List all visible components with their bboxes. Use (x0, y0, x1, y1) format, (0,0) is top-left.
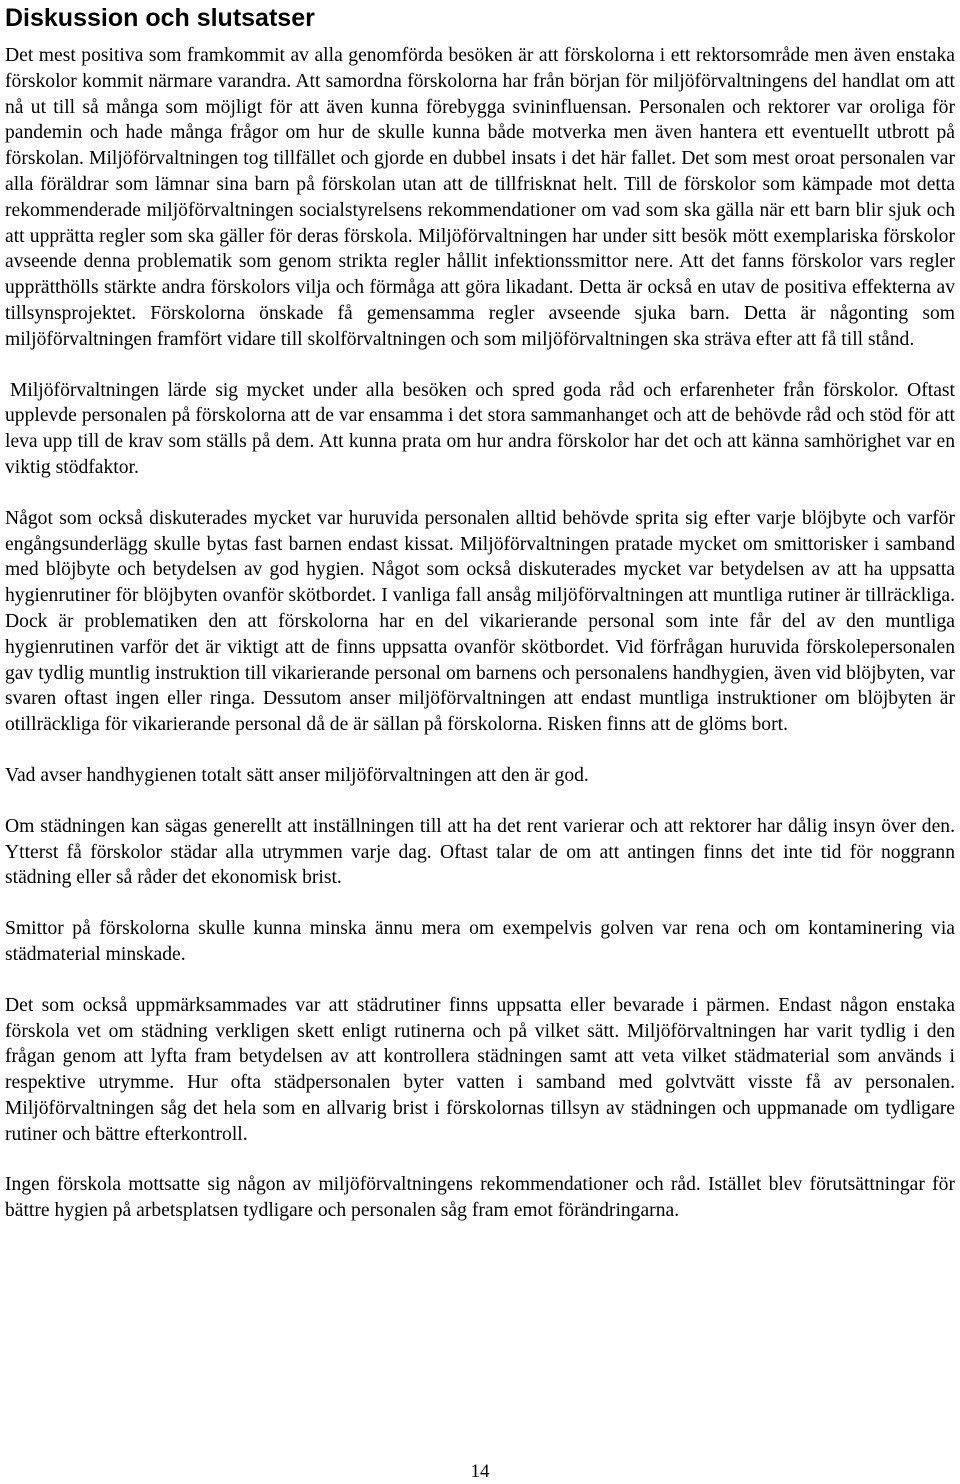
paragraph: Miljöförvaltningen lärde sig mycket under alla besöken och spred goda råd och erfarenheter från förskolor. Oftast upplevde personalen på förskolorna att de var ensamma i det stora sammanhanget och att de behövde råd och stöd för att leva upp till de krav som ställs på dem. Att kunna prata om hur andra förskolor har det och att känna samhörighet var en viktig stödfaktor. (5, 379, 955, 478)
paragraph: Ingen förskola mottsatte sig någon av miljöförvaltningens rekommendationer och råd. Istället blev förutsättningar för bättre hygien på arbetsplatsen tydligare och personalen såg fram emot förändringarna. (5, 1174, 955, 1222)
paragraph: Något som också diskuterades mycket var huruvida personalen alltid behövde sprita sig efter varje blöjbyte och varför engångsunderlägg skulle bytas fast barnen endast kissat. Miljöförvaltningen pratade mycket om smittorisker i samband med blöjbyte och betydelsen av god hygien. Något som också diskuterades mycket var betydelsen av att ha uppsatta hygienrutiner för blöjbyten ovanför skötbordet. I vanliga fall ansåg miljöförvaltningen att muntliga rutiner är tillräckliga. Dock är problematiken den att förskolorna har en del vikarierande personal som inte får del av den muntliga hygienrutinen varför det är viktigt att de finns uppsatta ovanför skötbordet. Vid förfrågan huruvida förskolepersonalen gav tydlig muntlig instruktion till vikarierande personal om barnens och personalens handhygien, även vid blöjbyten, var svaren oftast ingen eller ringa. Dessutom anser miljöförvaltningen att endast muntliga instruktioner om blöjbyten är otillräckliga för vikarierande personal då de är sällan på förskolorna. Risken finns att de glöms bort. (5, 507, 955, 736)
paragraph: Det som också uppmärksammades var att städrutiner finns uppsatta eller bevarade i pärmen. Endast någon enstaka förskola vet om städning verkligen skett enligt rutinerna och på vilket sätt. Miljöförvaltningen har varit tydlig i den frågan genom att lyfta fram betydelsen av att kontrollera städningen samt att veta vilket städmaterial som används i respektive utrymme. Hur ofta städpersonalen byter vatten i samband med golvtvätt visste få av personalen. Miljöförvaltningen såg det hela som en allvarig brist i förskolornas tillsyn av städningen och uppmanade om tydligare rutiner och bättre efterkontroll. (5, 994, 955, 1145)
document-body (5, 43, 955, 1224)
section-heading: Diskussion och slutsatser (5, 4, 315, 32)
document-page (5, 0, 955, 1224)
paragraph: Smittor på förskolorna skulle kunna minska ännu mera om exempelvis golven var rena och om kontaminering via städmaterial minskade. (5, 918, 955, 965)
paragraph: Om städningen kan sägas generellt att inställningen till att ha det rent varierar och att rektorer har dålig insyn över den. Ytterst få förskolor städar alla utrymmen varje dag. Oftast talar de om att antingen finns det inte tid för noggrann städning eller så råder det ekonomisk brist. (5, 815, 955, 889)
paragraph: Det mest positiva som framkommit av alla genomförda besöken är att förskolorna i ett rektorsområde men även enstaka förskolor kommit närmare varandra. Att samordna förskolorna har från början för miljöförvaltningens del handlat om att nå ut till så många som möjligt för att även kunna förebygga svininfluensan. Personalen och rektorer var oroliga för pandemin och hade många frågor om hur de skulle kunna både motverka men även hantera ett eventuellt utbrott på förskolan. Miljöförvaltningen tog tillfället och gjorde en dubbel insats i det här fallet. Det som mest oroat personalen var alla föräldrar som lämnar sina barn på förskolan utan att de tillfrisknat helt. Till de förskolor som kämpade mot detta rekommenderade miljöförvaltningen socialstyrelsens rekommendationer om vad som ska gälla när ett barn blir sjuk och att upprätta regler som ska gäller för deras förskola. Miljöförvaltningen har under sitt besök mött exemplariska förskolor avseende denna problematik som genom strikta regler hållit infektionssmittor nere. Att det fanns förskolor vars regler upprätthölls stärkte andra förskolors vilja och förmåga att göra likadant. Detta är också en utav de positiva effekterna av tillsynsprojektet. Förskolorna önskade få gemensamma regler avseende sjuka barn. Detta är någonting som miljöförvaltningen framfört vidare till skolförvaltningen och som miljöförvaltningen ska sträva efter att få till stånd. (5, 45, 955, 350)
paragraph: Vad avser handhygienen totalt sätt anser miljöförvaltningen att den är god. (5, 764, 589, 786)
page-number: 14 (470, 1461, 490, 1482)
